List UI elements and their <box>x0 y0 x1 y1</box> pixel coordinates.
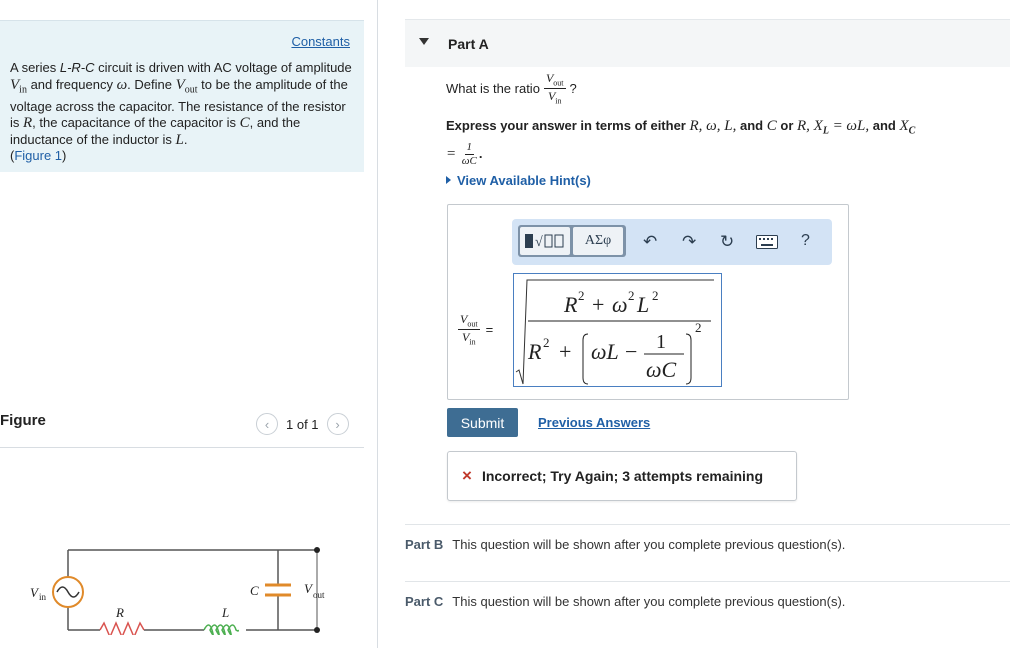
vout-label: V <box>304 581 312 596</box>
vin-sub-label: in <box>39 592 47 602</box>
divider <box>0 447 364 448</box>
vin-label: V <box>30 585 38 600</box>
capacitor-label: C <box>250 583 259 598</box>
svg-text:ω: ω <box>612 292 628 317</box>
part-c-label: Part C <box>405 594 444 609</box>
previous-answers-link[interactable]: Previous Answers <box>538 415 651 430</box>
undo-icon[interactable]: ↶ <box>643 232 658 251</box>
part-a-header[interactable] <box>405 19 1010 67</box>
svg-text:2: 2 <box>578 288 585 303</box>
constants-link[interactable]: Constants <box>291 34 350 49</box>
expand-triangle-icon <box>446 176 451 184</box>
math-toolbar <box>512 219 832 265</box>
feedback-text: Incorrect; Try Again; 3 attempts remaining <box>481 468 764 484</box>
part-b-text: This question will be shown after you complete previous question(s). <box>452 537 846 552</box>
part-c-row <box>405 581 1010 621</box>
chevron-left-icon[interactable]: ‹ <box>256 413 278 435</box>
inductor-icon <box>204 625 238 635</box>
view-hints-link[interactable]: View Available Hint(s) <box>446 173 591 188</box>
part-b-label: Part B <box>405 537 444 552</box>
svg-text:+: + <box>592 292 605 317</box>
math-answer-input[interactable] <box>513 273 722 387</box>
right-column <box>379 0 1024 648</box>
svg-text:L: L <box>637 292 650 317</box>
submit-button[interactable]: Submit <box>447 408 518 437</box>
answer-box <box>447 204 849 400</box>
reset-icon[interactable]: ↻ <box>720 232 735 251</box>
incorrect-x-icon: × <box>462 466 472 485</box>
redo-icon[interactable]: ↷ <box>682 232 697 251</box>
part-c-text: This question will be shown after you complete previous question(s). <box>452 594 846 609</box>
help-button[interactable]: ? <box>801 232 810 249</box>
svg-text:+: + <box>559 339 572 364</box>
svg-text:1: 1 <box>656 331 666 353</box>
symbols-button[interactable]: ΑΣφ <box>573 227 623 255</box>
tool-group <box>518 225 626 257</box>
svg-text:R: R <box>528 339 542 364</box>
svg-text:2: 2 <box>543 335 550 350</box>
svg-text:−: − <box>625 339 638 364</box>
resistor-label: R <box>116 605 124 620</box>
pager-count: 1 of 1 <box>286 416 319 432</box>
terminal-bottom <box>314 627 320 633</box>
inductor-label: L <box>222 605 230 620</box>
part-a-title: Part A <box>448 36 489 52</box>
figure-title: Figure <box>0 412 46 429</box>
feedback-message <box>447 451 797 501</box>
terminal-top <box>314 547 320 553</box>
figure-pager <box>256 413 349 435</box>
vout-sub-label: out <box>313 590 325 600</box>
svg-text:√: √ <box>535 235 543 250</box>
collapse-triangle-icon[interactable] <box>419 38 429 45</box>
answer-instructions: Express your answer in terms of either R, ω, L, and C or R, $X_L = \omega L$, and $X_C$ = $\frac{1}{\omega C}$ . <box>446 118 916 167</box>
svg-text:2: 2 <box>628 288 635 303</box>
svg-text:2: 2 <box>652 288 659 303</box>
templates-icon[interactable] <box>520 227 570 255</box>
svg-text:R: R <box>564 292 578 317</box>
ratio-fraction: $\frac{V_{out}}{V_{in}}$ <box>545 71 564 106</box>
keyboard-icon[interactable] <box>756 234 778 254</box>
left-column <box>0 0 378 648</box>
answer-label: $\frac{V_{out}}{V_{in}}$ = <box>460 312 494 347</box>
svg-text:ωL: ωL <box>591 339 619 364</box>
figure-link[interactable]: Figure 1 <box>14 148 63 164</box>
resistor-icon <box>100 623 144 635</box>
part-b-row <box>405 524 1010 564</box>
problem-statement-box <box>0 20 364 172</box>
svg-text:2: 2 <box>695 320 702 335</box>
svg-text:ωC: ωC <box>646 357 677 382</box>
problem-text: A series L-R-C circuit is driven with AC voltage of amplitude $V_{in}$ and frequency ω. Define $V_{out}$ to be the amplitude of the voltage across the capacitor. The resistance of the resistor is R, the capacitance of the capacitor is C, and the inductance of the inductor is L. (Figure 1) <box>10 60 352 164</box>
chevron-right-icon[interactable]: › <box>327 413 349 435</box>
question-text: What is the ratio $\frac{V_{out}}{V_{in}}$ ? <box>446 71 577 106</box>
circuit-diagram <box>20 535 340 635</box>
